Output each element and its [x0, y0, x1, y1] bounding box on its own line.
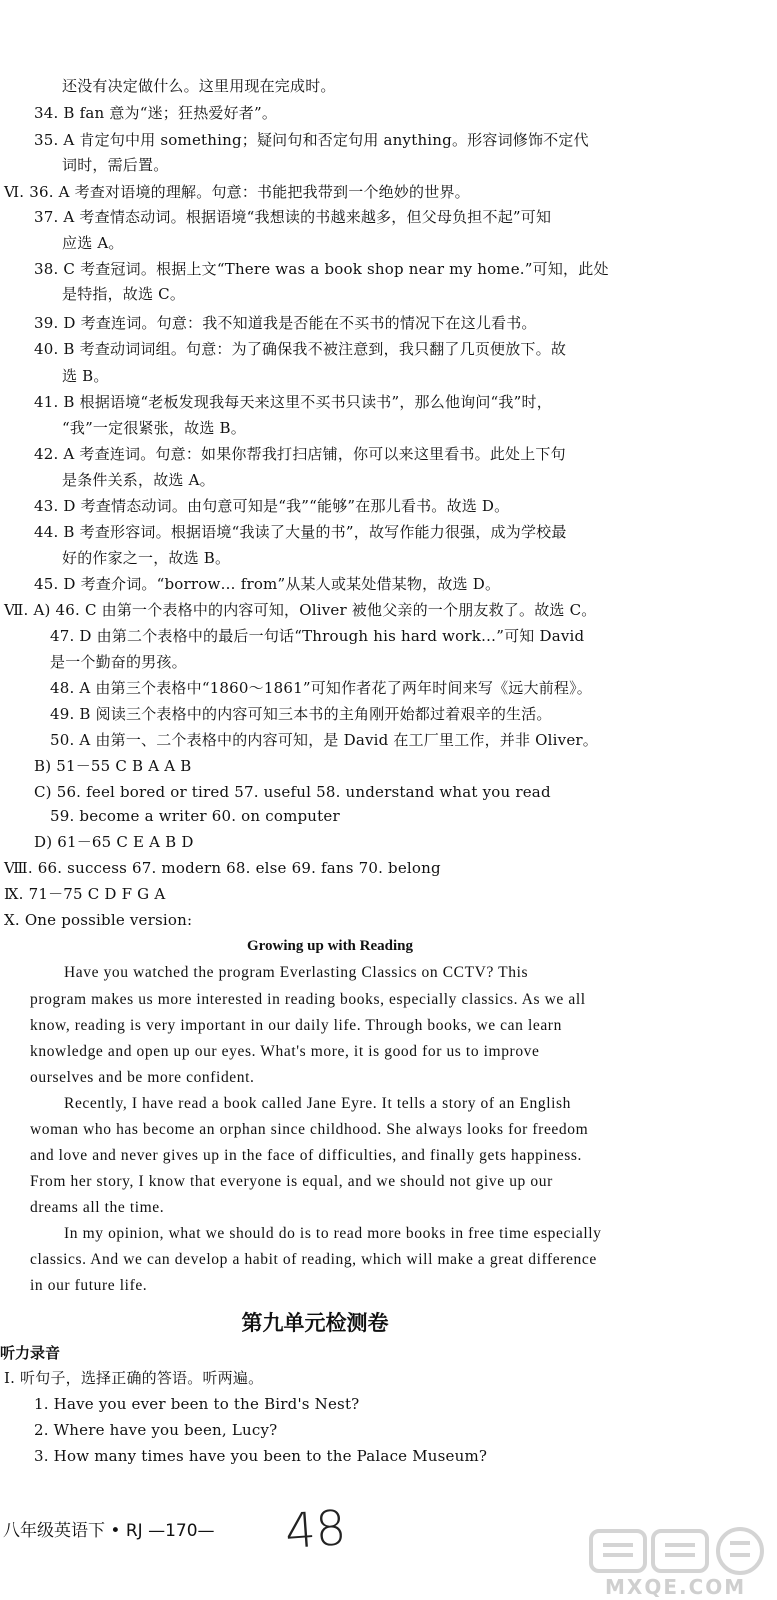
- answer-line: 39. D 考查连词。句意：我不知道我是否能在不买书的情况下在这儿看书。: [34, 314, 537, 332]
- answer-line: 44. B 考查形容词。根据语境“我读了大量的书”，故写作能力很强，成为学校最: [34, 523, 567, 541]
- essay-line: know, reading is very important in our daily life. Through books, we can learn: [30, 1017, 562, 1034]
- essay-line: and love and never gives up in the face of difficulties, and finally gets happiness.: [30, 1147, 582, 1164]
- listening-instruction: Ⅰ. 听句子，选择正确的答语。听两遍。: [4, 1369, 264, 1387]
- answer-line: Ⅶ. A) 46. C 由第一个表格中的内容可知，Oliver 被他父亲的一个朋友救了。故选 C。: [4, 601, 597, 619]
- listening-item: 1. Have you ever been to the Bird's Nest?: [34, 1395, 360, 1413]
- listening-item: 3. How many times have you been to the Palace Museum?: [34, 1447, 488, 1465]
- essay-line: program makes us more interested in reading books, especially classics. As we all: [30, 991, 586, 1008]
- essay-line: classics. And we can develop a habit of reading, which will make a great difference: [30, 1251, 597, 1268]
- answer-line: Ⅵ. 36. A 考查对语境的理解。句意：书能把我带到一个绝妙的世界。: [4, 183, 470, 201]
- answer-line: “我”一定很紧张，故选 B。: [62, 419, 246, 437]
- answer-line: B) 51－55 C B A A B: [34, 757, 192, 775]
- handwritten-page-number: 48: [283, 1499, 348, 1561]
- answer-line: 40. B 考查动词词组。句意：为了确保我不被注意到，我只翻了几页便放下。故: [34, 340, 567, 358]
- answer-line: 45. D 考查介词。“borrow… from”从某人或某处借某物，故选 D。: [34, 575, 501, 593]
- watermark-site: MXQE.COM: [605, 1575, 747, 1599]
- answer-line: 是特指，故选 C。: [62, 285, 186, 303]
- answer-line: Ⅹ. One possible version:: [4, 911, 193, 929]
- listening-heading: 听力录音: [0, 1344, 61, 1362]
- answer-line: 59. become a writer 60. on computer: [50, 807, 340, 825]
- answer-line: 词时，需后置。: [62, 156, 169, 174]
- answer-line: 41. B 根据语境“老板发现我每天来这里不买书只读书”，那么他询问“我”时，: [34, 393, 552, 411]
- essay-line: Have you watched the program Everlasting Classics on CCTV? This: [64, 964, 529, 981]
- answer-line: 48. A 由第三个表格中“1860～1861”可知作者花了两年时间来写《远大前程》。: [50, 679, 593, 697]
- essay-line: in our future life.: [30, 1277, 148, 1294]
- page-footer: 八年级英语下 • RJ —170—: [3, 1521, 215, 1541]
- answer-line: 42. A 考查连词。句意：如果你帮我打扫店铺，你可以来这里看书。此处上下句: [34, 445, 566, 463]
- essay-line: ourselves and be more confident.: [30, 1069, 255, 1086]
- answer-line: 还没有决定做什么。这里用现在完成时。: [62, 77, 336, 95]
- answer-line: D) 61－65 C E A B D: [34, 833, 194, 851]
- answer-line: 50. A 由第一、二个表格中的内容可知，是 David 在工厂里工作，并非 Oliver。: [50, 731, 598, 749]
- essay-line: dreams all the time.: [30, 1199, 165, 1216]
- unit-title: 第九单元检测卷: [241, 1311, 389, 1335]
- answer-line: 37. A 考查情态动词。根据语境“我想读的书越来越多，但父母负担不起”可知: [34, 208, 552, 226]
- answer-line: 选 B。: [62, 367, 109, 385]
- essay-line: From her story, I know that everyone is equal, and we should not give up our: [30, 1173, 553, 1190]
- answer-line: C) 56. feel bored or tired 57. useful 58. understand what you read: [34, 783, 551, 801]
- essay-line: knowledge and open up our eyes. What's more, it is good for us to improve: [30, 1043, 540, 1060]
- answer-line: 35. A 肯定句中用 something；疑问句和否定句用 anything。形容词修饰不定代: [34, 131, 589, 149]
- answer-line: 是条件关系，故选 A。: [62, 471, 215, 489]
- listening-item: 2. Where have you been, Lucy?: [34, 1421, 278, 1439]
- watermark: [585, 1525, 775, 1600]
- answer-line: 47. D 由第二个表格中的最后一句话“Through his hard work…”可知 David: [50, 627, 585, 645]
- answer-line: 43. D 考查情态动词。由句意可知是“我”“能够”在那儿看书。故选 D。: [34, 497, 510, 515]
- answer-line: 好的作家之一，故选 B。: [62, 549, 231, 567]
- essay-line: woman who has become an orphan since childhood. She always looks for freedom: [30, 1121, 589, 1138]
- essay-title: Growing up with Reading: [246, 938, 413, 954]
- answer-line: 49. B 阅读三个表格中的内容可知三本书的主角刚开始都过着艰辛的生活。: [50, 705, 552, 723]
- watermark-logo-icon: [585, 1525, 775, 1575]
- essay-line: Recently, I have read a book called Jane Eyre. It tells a story of an English: [64, 1095, 572, 1112]
- answer-line: 应选 A。: [62, 234, 124, 252]
- answer-line: 34. B fan 意为“迷；狂热爱好者”。: [34, 104, 278, 122]
- answer-line: 38. C 考查冠词。根据上文“There was a book shop near my home.”可知，此处: [34, 260, 609, 278]
- answer-line: 是一个勤奋的男孩。: [50, 653, 187, 671]
- essay-line: In my opinion, what we should do is to read more books in free time especially: [64, 1225, 602, 1242]
- answer-line: Ⅷ. 66. success 67. modern 68. else 69. fans 70. belong: [4, 859, 441, 877]
- answer-line: Ⅸ. 71－75 C D F G A: [4, 885, 166, 903]
